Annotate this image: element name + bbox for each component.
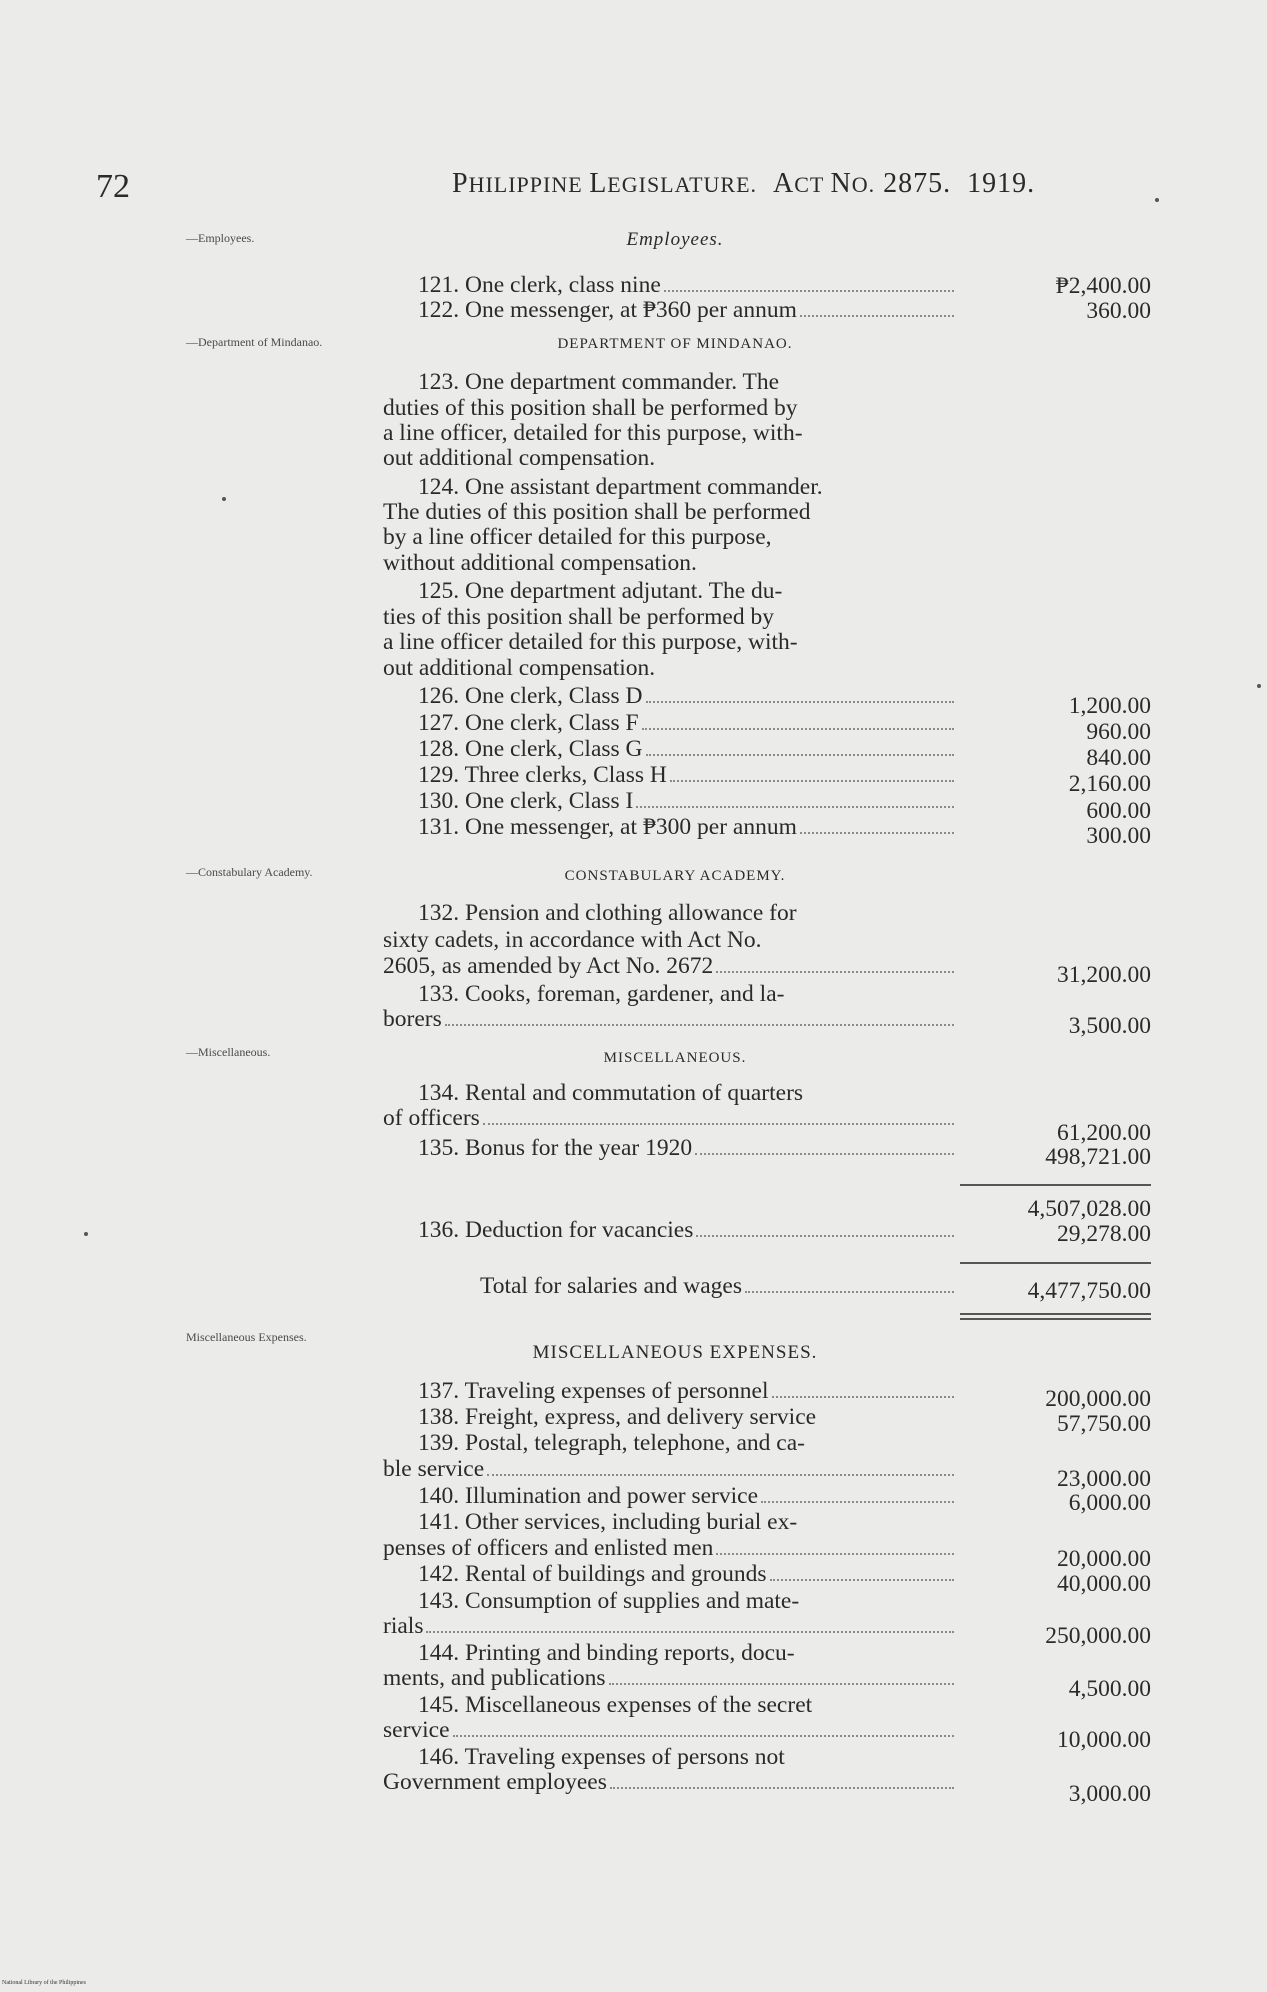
item-146-line-1: 146. Traveling expenses of persons not bbox=[418, 1744, 785, 1770]
item-142-amount: 40,000.00 bbox=[1057, 1571, 1151, 1597]
subtotal-rule bbox=[960, 1184, 1151, 1186]
item-129-text: 129. Three clerks, Class H bbox=[418, 762, 667, 788]
item-131 bbox=[418, 815, 960, 840]
running-head-ct: CT bbox=[794, 172, 831, 197]
item-141-line-2 bbox=[383, 1536, 960, 1561]
item-124-line-3: by a line officer detailed for this purpose, bbox=[383, 524, 772, 550]
item-142 bbox=[418, 1562, 960, 1587]
item-130-text: 130. One clerk, Class I bbox=[418, 788, 634, 814]
running-head-p: P bbox=[452, 168, 469, 199]
margin-note-misc-expenses: Miscellaneous Expenses. bbox=[186, 1330, 307, 1344]
item-134-line-1: 134. Rental and commutation of quarters bbox=[418, 1080, 804, 1106]
item-133-line-2-text: borers bbox=[383, 1006, 442, 1032]
speck bbox=[84, 1232, 88, 1236]
running-head-act-number: 2875. bbox=[875, 168, 952, 199]
item-133-amount: 3,500.00 bbox=[1068, 1013, 1151, 1039]
item-122 bbox=[418, 298, 960, 323]
item-145-line-2-text: service bbox=[383, 1717, 450, 1743]
running-head-n: N bbox=[830, 168, 852, 199]
item-145-line-1: 145. Miscellaneous expenses of the secret bbox=[418, 1692, 813, 1718]
item-137-text: 137. Traveling expenses of personnel bbox=[418, 1378, 769, 1404]
item-121 bbox=[418, 273, 960, 298]
item-137-amount: 200,000.00 bbox=[1045, 1386, 1151, 1412]
item-125-line-3: a line officer detailed for this purpose, with- bbox=[383, 629, 798, 655]
speck bbox=[1155, 198, 1159, 202]
margin-note-employees: —Employees. bbox=[186, 231, 255, 245]
item-135 bbox=[418, 1136, 960, 1161]
item-126-text: 126. One clerk, Class D bbox=[418, 683, 643, 709]
item-144-line-1: 144. Printing and binding reports, docu- bbox=[418, 1640, 795, 1666]
margin-note-miscellaneous: —Miscellaneous. bbox=[186, 1045, 271, 1059]
item-143-line-2-text: rials bbox=[383, 1613, 424, 1639]
item-144-line-2-text: ments, and publications bbox=[383, 1665, 606, 1691]
item-133-line-2 bbox=[383, 1007, 960, 1032]
speck bbox=[222, 497, 226, 501]
page-number: 72 bbox=[96, 168, 130, 205]
item-136 bbox=[418, 1218, 960, 1243]
speck bbox=[1257, 684, 1261, 688]
subtotal-amount: 4,507,028.00 bbox=[1027, 1196, 1151, 1222]
running-head-year: 1919. bbox=[967, 168, 1036, 199]
item-143-line-1: 143. Consumption of supplies and mate- bbox=[418, 1588, 800, 1614]
total-salaries-amount: 4,477,750.00 bbox=[1027, 1278, 1151, 1304]
item-143-amount: 250,000.00 bbox=[1045, 1623, 1151, 1649]
running-head bbox=[452, 168, 1035, 200]
item-132-amount: 31,200.00 bbox=[1057, 962, 1151, 988]
running-head-o: O. bbox=[851, 172, 876, 197]
item-121-text: 121. One clerk, class nine bbox=[418, 272, 661, 298]
item-132-line-3 bbox=[383, 954, 960, 979]
total-salaries bbox=[480, 1273, 960, 1300]
item-122-text: 122. One messenger, at ₱360 per annum bbox=[418, 297, 797, 323]
item-139-line-1: 139. Postal, telegraph, telephone, and ca- bbox=[418, 1430, 805, 1456]
heading-misc-expenses: MISCELLANEOUS EXPENSES. bbox=[532, 1342, 818, 1363]
margin-note-mindanao: —Department of Mindanao. bbox=[186, 335, 323, 349]
item-132-line-3-text: 2605, as amended by Act No. 2672 bbox=[383, 953, 714, 979]
running-head-a: A bbox=[773, 168, 795, 199]
item-127-text: 127. One clerk, Class F bbox=[418, 710, 639, 736]
item-140-amount: 6,000.00 bbox=[1068, 1490, 1151, 1516]
item-134-line-2 bbox=[383, 1106, 960, 1131]
item-130 bbox=[418, 789, 960, 814]
item-145-amount: 10,000.00 bbox=[1057, 1727, 1151, 1753]
item-123-line-4: out additional compensation. bbox=[383, 445, 656, 471]
item-139-line-2 bbox=[383, 1457, 960, 1482]
item-134-amount: 61,200.00 bbox=[1057, 1120, 1151, 1146]
item-133-line-1: 133. Cooks, foreman, gardener, and la- bbox=[418, 981, 785, 1007]
item-128-amount: 840.00 bbox=[1086, 745, 1151, 771]
item-134-line-2-text: of officers bbox=[383, 1105, 480, 1131]
item-126 bbox=[418, 684, 960, 709]
item-142-text: 142. Rental of buildings and grounds bbox=[418, 1561, 767, 1587]
item-139-line-2-text: ble service bbox=[383, 1456, 485, 1482]
item-146-line-2 bbox=[383, 1770, 960, 1795]
item-137 bbox=[418, 1379, 960, 1404]
item-124-line-1: 124. One assistant department commander. bbox=[418, 474, 823, 500]
item-129 bbox=[418, 763, 960, 788]
footer-note: National Library of the Philippines bbox=[2, 1980, 86, 1986]
item-132-line-2: sixty cadets, in accordance with Act No. bbox=[383, 927, 762, 953]
item-123-line-3: a line officer, detailed for this purpose, with- bbox=[383, 420, 803, 446]
item-139-amount: 23,000.00 bbox=[1057, 1466, 1151, 1492]
item-145-line-2 bbox=[383, 1718, 960, 1743]
item-124-line-4: without additional compensation. bbox=[383, 550, 697, 576]
item-138-amount: 57,750.00 bbox=[1057, 1411, 1151, 1437]
item-125-line-1: 125. One department adjutant. The du- bbox=[418, 578, 783, 604]
item-144-line-2 bbox=[383, 1666, 960, 1691]
item-131-amount: 300.00 bbox=[1086, 823, 1151, 849]
item-131-text: 131. One messenger, at ₱300 per annum bbox=[418, 814, 797, 840]
margin-note-constabulary: —Constabulary Academy. bbox=[186, 865, 313, 879]
total-rule bbox=[960, 1262, 1151, 1264]
item-121-amount: ₱2,400.00 bbox=[1055, 273, 1151, 299]
item-122-amount: 360.00 bbox=[1086, 298, 1151, 324]
running-head-l: L bbox=[589, 168, 608, 199]
item-124-line-2: The duties of this position shall be performed bbox=[383, 499, 811, 525]
item-140 bbox=[418, 1484, 960, 1509]
item-135-text: 135. Bonus for the year 1920 bbox=[418, 1135, 693, 1161]
total-salaries-label: Total for salaries and wages bbox=[480, 1273, 742, 1299]
item-128 bbox=[418, 737, 960, 762]
item-138: 138. Freight, express, and delivery service bbox=[418, 1404, 817, 1430]
item-136-text: 136. Deduction for vacancies bbox=[418, 1217, 694, 1243]
heading-employees: Employees. bbox=[626, 229, 724, 250]
item-132-line-1: 132. Pension and clothing allowance for bbox=[418, 900, 797, 926]
item-123-line-1: 123. One department commander. The bbox=[418, 369, 780, 395]
item-123-line-2: duties of this position shall be performed by bbox=[383, 395, 798, 421]
item-144-amount: 4,500.00 bbox=[1068, 1676, 1151, 1702]
item-141-line-1: 141. Other services, including burial ex- bbox=[418, 1509, 798, 1535]
item-140-text: 140. Illumination and power service bbox=[418, 1483, 759, 1509]
item-135-amount: 498,721.00 bbox=[1045, 1144, 1151, 1170]
item-127-amount: 960.00 bbox=[1086, 719, 1151, 745]
running-head-egislature: EGISLATURE. bbox=[607, 172, 758, 197]
item-136-amount: 29,278.00 bbox=[1057, 1221, 1151, 1247]
item-141-line-2-text: penses of officers and enlisted men bbox=[383, 1535, 714, 1561]
item-126-amount: 1,200.00 bbox=[1068, 693, 1151, 719]
item-146-amount: 3,000.00 bbox=[1068, 1781, 1151, 1807]
heading-mindanao: DEPARTMENT OF MINDANAO. bbox=[557, 336, 793, 352]
heading-miscellaneous: MISCELLANEOUS. bbox=[603, 1050, 747, 1066]
item-143-line-2 bbox=[383, 1614, 960, 1639]
item-125-line-2: ties of this position shall be performed by bbox=[383, 604, 774, 630]
item-141-amount: 20,000.00 bbox=[1057, 1546, 1151, 1572]
running-head-hilippine: HILIPPINE bbox=[468, 172, 590, 197]
item-130-amount: 600.00 bbox=[1086, 798, 1151, 824]
item-129-amount: 2,160.00 bbox=[1068, 771, 1151, 797]
item-128-text: 128. One clerk, Class G bbox=[418, 736, 643, 762]
item-127 bbox=[418, 711, 960, 736]
item-146-line-2-text: Government employees bbox=[383, 1769, 607, 1795]
item-125-line-4: out additional compensation. bbox=[383, 655, 656, 681]
heading-constabulary: CONSTABULARY ACADEMY. bbox=[564, 868, 786, 884]
total-double-rule bbox=[960, 1313, 1151, 1320]
